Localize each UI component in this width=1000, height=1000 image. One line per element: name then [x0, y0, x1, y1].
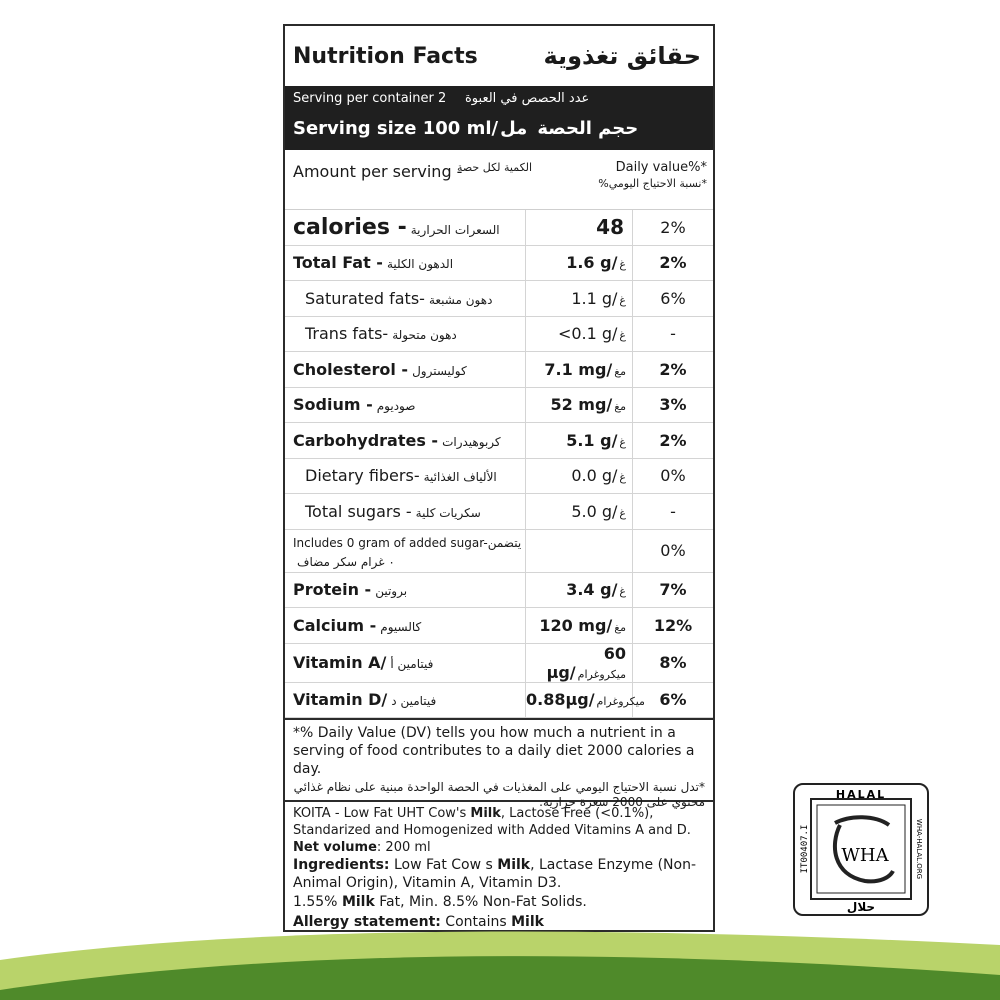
serving-band — [285, 86, 713, 150]
nutrient-dv-cell — [633, 572, 714, 608]
nutrient-name-ar: يتضمن ٠ غرام سكر مضاف — [297, 535, 522, 569]
nutrient-daily-value: 8% — [659, 653, 687, 672]
nutrient-daily-value: 3% — [659, 395, 687, 415]
nutrition-label — [283, 24, 715, 932]
nutrient-unit-ar: مغ — [614, 364, 626, 378]
nutrient-unit-ar: غ — [619, 293, 626, 307]
nutrient-name-ar: الدهون الكلية — [386, 257, 454, 272]
product-line-1-a: KOITA - Low Fat UHT Cow's — [293, 806, 471, 821]
nutrient-daily-value: 2% — [659, 253, 687, 273]
nutrient-name-ar: دهون مشبعة — [428, 292, 493, 307]
serving-size-ar: حجم الحصة — [537, 117, 639, 139]
nutrient-dv-cell — [633, 529, 714, 572]
nutrient-name-cell — [285, 608, 526, 644]
product-line-1-c: , Lactose Free (<0.1%), — [500, 806, 654, 821]
net-volume-value: : 200 ml — [376, 840, 431, 855]
nutrient-dv-cell — [633, 210, 714, 245]
nutrient-name: Protein - — [293, 580, 372, 600]
nutrient-amount: 1.6 g/ — [566, 253, 618, 273]
allergy-b: Milk — [511, 914, 544, 930]
product-line-1-b: Milk — [470, 806, 501, 821]
nutrient-amount: 5.1 g/ — [566, 430, 618, 450]
title-en: Nutrition Facts — [293, 43, 478, 69]
allergy-label: Allergy statement: — [293, 914, 441, 930]
ingredients-label: Ingredients: — [293, 857, 390, 873]
halal-center-text: WHA — [841, 845, 889, 866]
amount-per-serving: Amount per serving - — [293, 162, 463, 181]
nutrient-amount-cell — [526, 210, 633, 245]
nutrient-name-cell — [285, 316, 526, 352]
dv-note-en: *% Daily Value (DV) tells you how much a nutrient in a serving of food contributes to a daily diet 2000 calories a day. — [293, 725, 695, 777]
nutrient-name-cell — [285, 643, 526, 682]
nutrient-row — [285, 458, 713, 494]
nutrient-name-cell — [285, 387, 526, 423]
nutrient-name-ar: فيتامين أ — [390, 657, 434, 671]
nutrient-name-cell — [285, 572, 526, 608]
product-line-1 — [293, 805, 705, 822]
nutrient-dv-cell — [633, 494, 714, 530]
nutrient-daily-value: - — [670, 324, 676, 344]
nutrient-table — [285, 210, 713, 718]
nutrient-amount-cell — [526, 529, 633, 572]
nutrient-name: Total sugars - — [305, 501, 412, 521]
nutrient-daily-value: 2% — [659, 430, 687, 450]
fat-line-c: Fat, Min. 8.5% Non-Fat Solids. — [374, 894, 587, 910]
nutrient-amount-cell — [526, 281, 633, 317]
nutrient-amount-cell — [526, 316, 633, 352]
nutrient-unit-ar: ميكروغرام — [577, 667, 626, 681]
nutrient-name-cell — [285, 682, 526, 718]
nutrient-dv-cell — [633, 245, 714, 281]
halal-top-text: HALAL — [835, 788, 887, 801]
nutrient-unit-ar: غ — [619, 258, 626, 272]
nutrient-name-cell — [285, 494, 526, 530]
nutrient-row — [285, 682, 713, 718]
nutrient-amount-cell — [526, 458, 633, 494]
ingredients-a: Low Fat Cow s — [389, 857, 498, 873]
nutrient-name-cell — [285, 423, 526, 459]
nutrient-row — [285, 608, 713, 644]
nutrient-amount-cell — [526, 494, 633, 530]
nutrient-unit-ar: غ — [619, 471, 626, 485]
serving-size: Serving size 100 ml/ — [293, 117, 499, 139]
nutrient-row — [285, 643, 713, 682]
daily-value-header: Daily value%* — [615, 160, 707, 175]
nutrient-row — [285, 423, 713, 459]
amount-header — [285, 150, 713, 210]
nutrient-dv-cell — [633, 316, 714, 352]
nutrient-name: calories - — [293, 214, 407, 240]
nutrient-name-ar: بروتين — [375, 584, 408, 599]
nutrient-name-cell — [285, 245, 526, 281]
net-volume — [293, 839, 705, 856]
nutrient-dv-cell — [633, 608, 714, 644]
fat-line-a: 1.55% — [293, 894, 342, 910]
nutrient-name: Dietary fibers- — [305, 466, 420, 486]
nutrient-amount: <0.1 g/ — [557, 324, 618, 344]
nutrient-daily-value: 2% — [659, 359, 687, 379]
fat-line — [293, 892, 705, 912]
nutrient-dv-cell — [633, 643, 714, 682]
product-info — [285, 800, 713, 935]
dv-note — [285, 718, 713, 809]
nutrient-daily-value: 0% — [660, 541, 686, 560]
nutrient-row — [285, 245, 713, 281]
nutrient-name: Total Fat - — [293, 253, 383, 273]
nutrient-dv-cell — [633, 387, 714, 423]
nutrient-name-ar: كالسيوم — [380, 619, 422, 634]
nutrient-name-cell — [285, 529, 526, 572]
nutrient-dv-cell — [633, 458, 714, 494]
nutrient-dv-cell — [633, 281, 714, 317]
nutrient-row — [285, 529, 713, 572]
nutrient-amount: 52 mg/ — [550, 395, 613, 415]
nutrient-row — [285, 572, 713, 608]
nutrient-daily-value: 12% — [653, 615, 693, 635]
nutrient-name-ar: كوليسترول — [412, 363, 467, 378]
dv-note-ar: *تدل نسبة الاحتياج اليومي على المغذيات في الحصة الواحدة مبنية على نظام غذائي محتوي على 2000 سعرة حرارية. — [293, 780, 705, 809]
amount-per-serving-ar: الكمية لكل حصة — [457, 161, 533, 174]
nutrient-name: Vitamin A/ — [293, 653, 387, 672]
nutrient-amount: 1.1 g/ — [571, 288, 618, 308]
nutrient-name-ar: سكريات كلية — [415, 505, 481, 520]
green-wave-background — [0, 920, 1000, 1000]
serving-size-unit-ar: مل — [500, 117, 528, 139]
serving-per-container: Serving per container 2 — [293, 90, 447, 106]
nutrient-amount-cell — [526, 245, 633, 281]
nutrient-amount-cell — [526, 608, 633, 644]
ingredients-c: , Lactase Enzyme (Non-Animal Origin), Vitamin A, Vitamin D3. — [293, 857, 696, 891]
nutrient-name-ar: دهون متحولة — [392, 328, 457, 343]
nutrient-name-cell — [285, 458, 526, 494]
nutrient-row — [285, 316, 713, 352]
nutrient-unit-ar: غ — [619, 506, 626, 520]
halal-logo-graphic — [795, 785, 927, 914]
nutrient-amount-cell — [526, 572, 633, 608]
nutrient-amount-cell — [526, 423, 633, 459]
halal-site: WHA-HALAL.ORG — [915, 818, 923, 880]
nutrient-name: Includes 0 gram of added sugar- — [293, 535, 488, 550]
ingredients — [293, 856, 705, 892]
nutrient-name: Vitamin D/ — [293, 690, 388, 710]
halal-certification-logo — [793, 783, 929, 916]
nutrient-row — [285, 494, 713, 530]
product-line-2: Standarized and Homogenized with Added Vitamins A and D. — [293, 823, 691, 838]
nutrient-dv-cell — [633, 423, 714, 459]
nutrient-name-ar: فيتامين د — [391, 694, 437, 709]
nutrient-amount: 5.0 g/ — [571, 501, 618, 521]
fat-line-b: Milk — [341, 894, 375, 910]
nutrient-name: Carbohydrates - — [293, 430, 439, 450]
serving-per-container-ar: عدد الحصص في العبوة — [465, 90, 590, 106]
nutrient-name: Saturated fats- — [305, 288, 425, 308]
nutrient-amount: 3.4 g/ — [566, 580, 618, 600]
nutrient-daily-value: 6% — [659, 690, 687, 710]
nutrient-name-ar: الألياف الغذائية — [423, 470, 497, 485]
title-row — [285, 26, 713, 86]
halal-code: IT00407.I — [800, 824, 810, 874]
daily-value-header-ar: *نسبة الاحتياج اليومي% — [598, 177, 707, 190]
nutrient-unit-ar: غ — [619, 585, 626, 599]
nutrient-row — [285, 210, 713, 245]
nutrient-amount: 0.88µg/ — [526, 690, 595, 710]
nutrient-daily-value: 2% — [660, 217, 686, 237]
nutrient-name-cell — [285, 281, 526, 317]
nutrient-amount-cell — [526, 352, 633, 388]
nutrient-daily-value: 6% — [660, 288, 686, 308]
nutrient-row — [285, 352, 713, 388]
nutrient-row — [285, 281, 713, 317]
nutrient-amount: 0.0 g/ — [571, 466, 618, 486]
nutrient-amount: 60 µg/ — [546, 643, 626, 682]
nutrient-name: Calcium - — [293, 615, 377, 635]
nutrient-unit-ar: غ — [619, 435, 626, 449]
nutrient-amount: 7.1 mg/ — [544, 359, 613, 379]
nutrient-daily-value: - — [670, 501, 676, 521]
nutrient-unit-ar: مغ — [614, 620, 626, 634]
nutrient-name-cell — [285, 210, 526, 245]
allergy-a: Contains — [440, 914, 512, 930]
nutrient-unit-ar: مغ — [614, 400, 626, 414]
nutrient-daily-value: 0% — [660, 466, 686, 486]
net-volume-label: Net volume — [293, 840, 377, 855]
title-ar: حقائق تغذوية — [543, 42, 701, 70]
nutrient-daily-value: 7% — [659, 580, 687, 600]
nutrient-amount: 120 mg/ — [539, 615, 613, 635]
nutrient-unit-ar: غ — [619, 329, 626, 343]
nutrient-name: Sodium - — [293, 395, 373, 415]
nutrient-amount-cell — [526, 643, 633, 682]
nutrient-amount: 48 — [596, 215, 624, 240]
nutrient-row — [285, 387, 713, 423]
nutrient-amount-cell — [526, 682, 645, 718]
nutrient-amount-cell — [526, 387, 633, 423]
nutrient-name: Cholesterol - — [293, 359, 409, 379]
nutrient-dv-cell — [633, 352, 714, 388]
ingredients-b: Milk — [497, 857, 531, 873]
nutrient-name-ar: صوديوم — [376, 399, 416, 414]
nutrient-name-ar: السعرات الحرارية — [410, 222, 500, 237]
nutrient-name-cell — [285, 352, 526, 388]
halal-bottom-ar: حلال — [846, 900, 876, 914]
nutrient-name-ar: كربوهيدرات — [442, 434, 501, 449]
nutrient-unit-ar: ميكروغرام — [596, 695, 645, 709]
nutrient-name: Trans fats- — [305, 324, 389, 344]
